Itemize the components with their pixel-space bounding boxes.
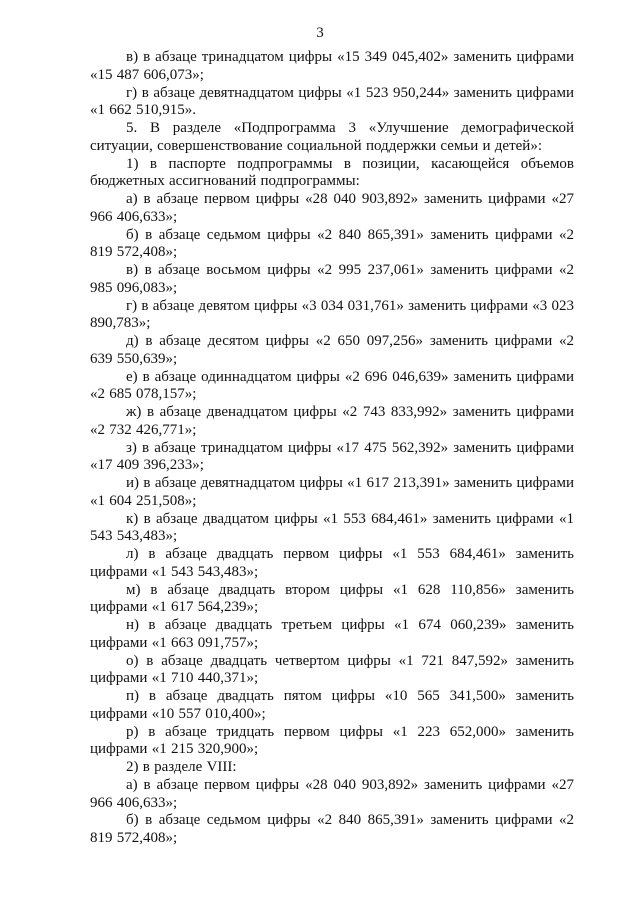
paragraph: р) в абзаце тридцать первом цифры «1 223 652,000» заменить цифрами «1 215 320,900»; xyxy=(90,723,574,758)
document-body xyxy=(90,49,574,848)
subsection-paragraph: 1) в паспорте подпрограммы в позиции, касающейся объемов бюджетных ассигнований подпрограммы: xyxy=(90,155,574,190)
paragraph: и) в абзаце девятнадцатом цифры «1 617 213,391» заменить цифрами «1 604 251,508»; xyxy=(90,475,574,509)
paragraph: о) в абзаце двадцать четвертом цифры «1 721 847,592» заменить цифрами «1 710 440,371»; xyxy=(90,652,574,687)
paragraph: б) в абзаце седьмом цифры «2 840 865,391» заменить цифрами «2 819 572,408»; xyxy=(90,226,574,261)
paragraph: к) в абзаце двадцатом цифры «1 553 684,461» заменить цифрами «1 543 543,483»; xyxy=(90,510,574,545)
paragraph: г) в абзаце девятнадцатом цифры «1 523 950,244» заменить цифрами «1 662 510,915». xyxy=(90,84,574,119)
paragraph: а) в абзаце первом цифры «28 040 903,892» заменить цифрами «27 966 406,633»; xyxy=(90,191,574,225)
paragraph: н) в абзаце двадцать третьем цифры «1 674 060,239» заменить цифрами «1 663 091,757»; xyxy=(90,617,574,651)
paragraph: п) в абзаце двадцать пятом цифры «10 565 341,500» заменить цифрами «10 557 010,400»; xyxy=(90,688,574,722)
paragraph: м) в абзаце двадцать втором цифры «1 628 110,856» заменить цифрами «1 617 564,239»; xyxy=(90,581,574,616)
page-number: 3 xyxy=(316,25,324,41)
paragraph: б) в абзаце седьмом цифры «2 840 865,391» заменить цифрами «2 819 572,408»; xyxy=(90,812,574,846)
subsection-paragraph: 2) в разделе VIII: xyxy=(126,759,237,775)
paragraph: в) в абзаце восьмом цифры «2 995 237,061» заменить цифрами «2 985 096,083»; xyxy=(90,262,574,296)
section-heading-paragraph: 5. В разделе «Подпрограмма 3 «Улучшение демографической ситуации, совершенствование социальной поддержки семьи и детей»: xyxy=(90,120,574,154)
paragraph: з) в абзаце тринадцатом цифры «17 475 562,392» заменить цифрами «17 409 396,233»; xyxy=(90,439,574,474)
paragraph: е) в абзаце одиннадцатом цифры «2 696 046,639» заменить цифрами «2 685 078,157»; xyxy=(90,368,574,403)
paragraph: г) в абзаце девятом цифры «3 034 031,761» заменить цифрами «3 023 890,783»; xyxy=(90,297,574,332)
paragraph: в) в абзаце тринадцатом цифры «15 349 045,402» заменить цифрами «15 487 606,073»; xyxy=(90,49,574,83)
paragraph: д) в абзаце десятом цифры «2 650 097,256» заменить цифрами «2 639 550,639»; xyxy=(90,333,574,367)
paragraph: л) в абзаце двадцать первом цифры «1 553 684,461» заменить цифрами «1 543 543,483»; xyxy=(90,546,574,580)
paragraph: ж) в абзаце двенадцатом цифры «2 743 833,992» заменить цифрами «2 732 426,771»; xyxy=(90,404,574,438)
paragraph: а) в абзаце первом цифры «28 040 903,892» заменить цифрами «27 966 406,633»; xyxy=(90,776,574,811)
